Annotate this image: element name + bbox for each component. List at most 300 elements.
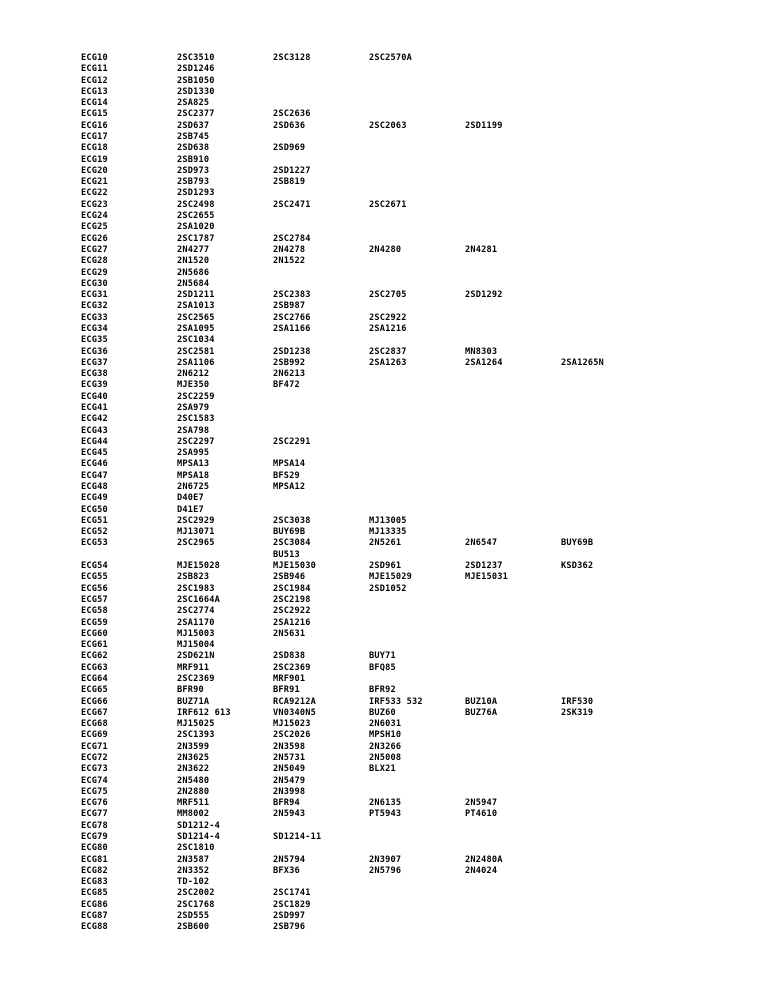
equivalent-part-number: 2SD637 (177, 120, 210, 131)
equivalent-part-number: BFX36 (273, 865, 300, 876)
equivalent-part-number: 2SC2636 (273, 109, 311, 120)
equivalent-part-number: 2SC2002 (177, 888, 215, 899)
equivalent-part-number: 2N4278 (273, 244, 306, 255)
equivalent-part-number: 2N6031 (369, 719, 402, 730)
table-row (0, 842, 765, 854)
equivalent-part-number: 2N5794 (273, 854, 306, 865)
ecg-part-number: ECG39 (81, 380, 108, 391)
equivalent-part-number: 2SC2655 (177, 211, 215, 222)
equivalent-part-number: 2SD973 (177, 165, 210, 176)
ecg-part-number: ECG72 (81, 752, 108, 763)
equivalent-part-number: 2SC2671 (369, 199, 407, 210)
ecg-part-number: ECG66 (81, 696, 108, 707)
table-row (0, 921, 765, 933)
equivalent-part-number: 2N4281 (465, 244, 498, 255)
table-row (0, 526, 765, 538)
equivalent-part-number: 2SB946 (273, 572, 306, 583)
equivalent-part-number: MN8303 (465, 346, 498, 357)
equivalent-part-number: 2SC1034 (177, 335, 215, 346)
table-row (0, 312, 765, 324)
table-row (0, 199, 765, 211)
equivalent-part-number: 2SC3084 (273, 538, 311, 549)
equivalent-part-number: KSD362 (561, 561, 594, 572)
table-row (0, 481, 765, 493)
equivalent-part-number: 2SB600 (177, 922, 210, 933)
table-row (0, 379, 765, 391)
ecg-part-number: ECG15 (81, 109, 108, 120)
ecg-part-number: ECG61 (81, 640, 108, 651)
equivalent-part-number: 2SC2377 (177, 109, 215, 120)
table-row (0, 210, 765, 222)
equivalent-part-number: RCA9212A (273, 696, 316, 707)
equivalent-part-number: 2SD1238 (273, 346, 311, 357)
equivalent-part-number: MPSH10 (369, 730, 402, 741)
table-row (0, 142, 765, 154)
equivalent-part-number: 2SA1216 (369, 323, 407, 334)
table-row (0, 425, 765, 437)
equivalent-part-number: 2N5261 (369, 538, 402, 549)
ecg-part-number: ECG13 (81, 86, 108, 97)
equivalent-part-number: 2N3599 (177, 741, 210, 752)
equivalent-part-number: IRF530 (561, 696, 594, 707)
ecg-part-number: ECG40 (81, 391, 108, 402)
ecg-part-number: ECG55 (81, 572, 108, 583)
ecg-part-number: ECG42 (81, 414, 108, 425)
ecg-part-number: ECG88 (81, 922, 108, 933)
table-row (0, 402, 765, 414)
ecg-part-number: ECG67 (81, 707, 108, 718)
ecg-part-number: ECG54 (81, 561, 108, 572)
ecg-part-number: ECG64 (81, 673, 108, 684)
ecg-part-number: ECG52 (81, 527, 108, 538)
equivalent-part-number: 2SD1052 (369, 583, 407, 594)
equivalent-part-number: 2SA798 (177, 425, 210, 436)
ecg-part-number: ECG47 (81, 470, 108, 481)
equivalent-part-number: MRF511 (177, 798, 210, 809)
equivalent-part-number: 2SC1741 (273, 888, 311, 899)
equivalent-part-number: 2N2880 (177, 786, 210, 797)
table-row (0, 504, 765, 516)
equivalent-part-number: BF472 (273, 380, 300, 391)
ecg-part-number: ECG24 (81, 211, 108, 222)
equivalent-part-number: BUZ60 (369, 707, 396, 718)
table-row (0, 583, 765, 595)
equivalent-part-number: 2N5731 (273, 752, 306, 763)
equivalent-part-number: 2SB910 (177, 154, 210, 165)
ecg-part-number: ECG68 (81, 719, 108, 730)
equivalent-part-number: 2N1520 (177, 256, 210, 267)
table-row (0, 876, 765, 888)
equivalent-part-number: 2SC3510 (177, 53, 215, 63)
ecg-part-number: ECG26 (81, 233, 108, 244)
equivalent-part-number: 2N1522 (273, 256, 306, 267)
ecg-part-number: ECG43 (81, 425, 108, 436)
equivalent-part-number: MJ15003 (177, 628, 215, 639)
equivalent-part-number: 2N4280 (369, 244, 402, 255)
equivalent-part-number: 2SC2369 (177, 673, 215, 684)
table-row (0, 537, 765, 549)
table-row (0, 187, 765, 199)
equivalent-part-number: 2N6213 (273, 369, 306, 380)
equivalent-part-number: 2N3587 (177, 854, 210, 865)
equivalent-part-number: 2N5796 (369, 865, 402, 876)
equivalent-part-number: 2N3266 (369, 741, 402, 752)
equivalent-part-number: 2SC2705 (369, 290, 407, 301)
equivalent-part-number: MJE15028 (177, 561, 220, 572)
equivalent-part-number: MJE15030 (273, 561, 316, 572)
equivalent-part-number: 2SA995 (177, 448, 210, 459)
equivalent-part-number: 2SC1810 (177, 843, 215, 854)
ecg-part-number: ECG79 (81, 832, 108, 842)
equivalent-part-number: BUY71 (369, 651, 396, 662)
table-row (0, 63, 765, 75)
equivalent-part-number: MJE15031 (465, 572, 508, 583)
ecg-part-number: ECG11 (81, 64, 108, 75)
equivalent-part-number: 2SC2297 (177, 436, 215, 447)
ecg-part-number: ECG87 (81, 911, 108, 922)
equivalent-part-number: 2SD1211 (177, 290, 215, 301)
equivalent-part-number: D41E7 (177, 504, 204, 515)
table-row (0, 300, 765, 312)
ecg-part-number: ECG56 (81, 583, 108, 594)
equivalent-part-number: 2SD636 (273, 120, 306, 131)
ecg-part-number: ECG69 (81, 730, 108, 741)
equivalent-part-number: 2SA1166 (273, 323, 311, 334)
ecg-part-number: ECG33 (81, 312, 108, 323)
ecg-part-number: ECG58 (81, 606, 108, 617)
ecg-part-number: ECG57 (81, 594, 108, 605)
equivalent-part-number: 2SC2369 (273, 662, 311, 673)
equivalent-part-number: MJE350 (177, 380, 210, 391)
table-row (0, 820, 765, 832)
table-row (0, 492, 765, 504)
equivalent-part-number: PT4610 (465, 809, 498, 820)
ecg-part-number: ECG25 (81, 222, 108, 233)
equivalent-part-number: 2N5631 (273, 628, 306, 639)
table-row (0, 684, 765, 696)
table-row (0, 515, 765, 527)
equivalent-part-number: MJ13071 (177, 527, 215, 538)
ecg-part-number: ECG38 (81, 369, 108, 380)
table-row (0, 357, 765, 369)
equivalent-part-number: SD1214-11 (273, 832, 322, 842)
equivalent-part-number: BU513 (273, 549, 300, 560)
equivalent-part-number: 2N4277 (177, 244, 210, 255)
ecg-part-number: ECG49 (81, 493, 108, 504)
ecg-part-number: ECG21 (81, 177, 108, 188)
equivalent-part-number: 2N2480A (465, 854, 503, 865)
equivalent-part-number: 2SD638 (177, 143, 210, 154)
equivalent-part-number: 2SD1292 (465, 290, 503, 301)
ecg-part-number: ECG32 (81, 301, 108, 312)
equivalent-part-number: 2SC1787 (177, 233, 215, 244)
equivalent-part-number: 2SC2784 (273, 233, 311, 244)
equivalent-part-number: 2SA979 (177, 402, 210, 413)
equivalent-part-number: 2SA1020 (177, 222, 215, 233)
equivalent-part-number: 2SC2198 (273, 594, 311, 605)
equivalent-part-number: 2N5943 (273, 809, 306, 820)
equivalent-part-number: 2SD1199 (465, 120, 503, 131)
equivalent-part-number: 2SC2259 (177, 391, 215, 402)
table-row (0, 458, 765, 470)
table-row (0, 108, 765, 120)
equivalent-part-number: SD1212-4 (177, 820, 220, 831)
equivalent-part-number: 2N5480 (177, 775, 210, 786)
equivalent-part-number: SD1214-4 (177, 832, 220, 842)
ecg-part-number: ECG80 (81, 843, 108, 854)
ecg-part-number: ECG27 (81, 244, 108, 255)
equivalent-part-number: 2SB819 (273, 177, 306, 188)
equivalent-part-number: 2N6135 (369, 798, 402, 809)
table-row (0, 289, 765, 301)
equivalent-part-number: 2SD1246 (177, 64, 215, 75)
table-row (0, 752, 765, 764)
equivalent-part-number: 2SD621N (177, 651, 215, 662)
ecg-part-number: ECG85 (81, 888, 108, 899)
table-row (0, 707, 765, 719)
equivalent-part-number: 2SC3128 (273, 53, 311, 63)
table-row (0, 52, 765, 64)
equivalent-part-number: 2N5479 (273, 775, 306, 786)
equivalent-part-number: IRF612 613 (177, 707, 231, 718)
equivalent-part-number: 2SD1227 (273, 165, 311, 176)
equivalent-part-number: 2SC2766 (273, 312, 311, 323)
equivalent-part-number: BUY69B (273, 527, 306, 538)
equivalent-part-number: MPSA13 (177, 459, 210, 470)
table-row (0, 673, 765, 685)
ecg-part-number: ECG30 (81, 278, 108, 289)
equivalent-part-number: BFR92 (369, 685, 396, 696)
equivalent-part-number: 2SC2929 (177, 515, 215, 526)
table-row (0, 86, 765, 98)
equivalent-part-number: 2SB823 (177, 572, 210, 583)
equivalent-part-number: MPSA12 (273, 482, 306, 493)
equivalent-part-number: BFR94 (273, 798, 300, 809)
equivalent-part-number: MRF901 (273, 673, 306, 684)
equivalent-part-number: 2SC2026 (273, 730, 311, 741)
equivalent-part-number: 2SA1265N (561, 357, 604, 368)
equivalent-part-number: 2SD1293 (177, 188, 215, 199)
equivalent-part-number: 2SD1330 (177, 86, 215, 97)
ecg-part-number: ECG19 (81, 154, 108, 165)
equivalent-part-number: 2SB1050 (177, 75, 215, 86)
ecg-part-number: ECG73 (81, 764, 108, 775)
ecg-part-number: ECG82 (81, 865, 108, 876)
equivalent-part-number: BFR90 (177, 685, 204, 696)
equivalent-part-number: 2SC2383 (273, 290, 311, 301)
ecg-part-number: ECG81 (81, 854, 108, 865)
equivalent-part-number: 2SC2922 (273, 606, 311, 617)
equivalent-part-number: 2N5947 (465, 798, 498, 809)
equivalent-part-number: 2SC1664A (177, 594, 220, 605)
equivalent-part-number: 2SC3038 (273, 515, 311, 526)
equivalent-part-number: 2SC2498 (177, 199, 215, 210)
table-row (0, 447, 765, 459)
equivalent-part-number: MJ15023 (273, 719, 311, 730)
ecg-part-number: ECG18 (81, 143, 108, 154)
equivalent-part-number: 2N3622 (177, 764, 210, 775)
table-row (0, 650, 765, 662)
equivalent-part-number: 2SC1983 (177, 583, 215, 594)
table-row (0, 413, 765, 425)
equivalent-part-number: D40E7 (177, 493, 204, 504)
ecg-part-number: ECG53 (81, 538, 108, 549)
equivalent-part-number: 2SD969 (273, 143, 306, 154)
ecg-part-number: ECG29 (81, 267, 108, 278)
table-row (0, 763, 765, 775)
ecg-part-number: ECG22 (81, 188, 108, 199)
table-row (0, 346, 765, 358)
table-row (0, 334, 765, 346)
equivalent-part-number: 2SC2570A (369, 53, 412, 63)
equivalent-part-number: 2N3598 (273, 741, 306, 752)
ecg-part-number: ECG65 (81, 685, 108, 696)
ecg-part-number: ECG35 (81, 335, 108, 346)
equivalent-part-number: 2N6547 (465, 538, 498, 549)
equivalent-part-number: 2N5049 (273, 764, 306, 775)
table-row (0, 154, 765, 166)
table-row (0, 605, 765, 617)
equivalent-part-number: 2SA1263 (369, 357, 407, 368)
ecg-part-number: ECG62 (81, 651, 108, 662)
ecg-part-number: ECG37 (81, 357, 108, 368)
table-row (0, 120, 765, 132)
equivalent-part-number: 2N3998 (273, 786, 306, 797)
table-row (0, 131, 765, 143)
equivalent-part-number: MJ13335 (369, 527, 407, 538)
equivalent-part-number: 2SC2774 (177, 606, 215, 617)
equivalent-part-number: 2N5684 (177, 278, 210, 289)
ecg-part-number: ECG14 (81, 98, 108, 109)
table-row (0, 831, 765, 843)
equivalent-part-number: BLX21 (369, 764, 396, 775)
equivalent-part-number: TD-102 (177, 877, 210, 888)
table-row (0, 628, 765, 640)
table-row (0, 549, 765, 561)
ecg-part-number: ECG31 (81, 290, 108, 301)
equivalent-part-number: IRF533 532 (369, 696, 423, 707)
table-row (0, 267, 765, 279)
table-row (0, 729, 765, 741)
equivalent-part-number: BFQ85 (369, 662, 396, 673)
equivalent-part-number: BUZ71A (177, 696, 210, 707)
equivalent-part-number: 2N4024 (465, 865, 498, 876)
equivalent-part-number: 2SC2291 (273, 436, 311, 447)
equivalent-part-number: 2SC2965 (177, 538, 215, 549)
equivalent-part-number: 2SC2565 (177, 312, 215, 323)
table-row (0, 436, 765, 448)
equivalent-part-number: 2SC2581 (177, 346, 215, 357)
equivalent-part-number: 2SB745 (177, 132, 210, 143)
ecg-part-number: ECG63 (81, 662, 108, 673)
ecg-part-number: ECG50 (81, 504, 108, 515)
equivalent-part-number: BUZ76A (465, 707, 498, 718)
equivalent-part-number: 2N5686 (177, 267, 210, 278)
equivalent-part-number: 2SB793 (177, 177, 210, 188)
table-row (0, 899, 765, 911)
equivalent-part-number: 2SA1106 (177, 357, 215, 368)
equivalent-part-number: 2N6725 (177, 482, 210, 493)
equivalent-part-number: 2SD1237 (465, 561, 503, 572)
equivalent-part-number: 2SD555 (177, 911, 210, 922)
ecg-part-number: ECG34 (81, 323, 108, 334)
ecg-part-number: ECG28 (81, 256, 108, 267)
table-row (0, 75, 765, 87)
ecg-part-number: ECG60 (81, 628, 108, 639)
equivalent-part-number: MJE15029 (369, 572, 412, 583)
table-row (0, 854, 765, 866)
equivalent-part-number: 2SA1216 (273, 617, 311, 628)
table-row (0, 571, 765, 583)
equivalent-part-number: 2SA1013 (177, 301, 215, 312)
equivalent-part-number: 2SC2063 (369, 120, 407, 131)
equivalent-part-number: 2SA825 (177, 98, 210, 109)
ecg-part-number: ECG45 (81, 448, 108, 459)
table-row (0, 165, 765, 177)
ecg-part-number: ECG59 (81, 617, 108, 628)
equivalent-part-number: 2SA1170 (177, 617, 215, 628)
equivalent-part-number: 2SC2922 (369, 312, 407, 323)
ecg-part-number: ECG20 (81, 165, 108, 176)
equivalent-part-number: 2SB987 (273, 301, 306, 312)
equivalent-part-number: 2N3352 (177, 865, 210, 876)
equivalent-part-number: MPSA18 (177, 470, 210, 481)
ecg-part-number: ECG36 (81, 346, 108, 357)
table-row (0, 617, 765, 629)
ecg-part-number: ECG44 (81, 436, 108, 447)
table-row (0, 470, 765, 482)
equivalent-part-number: MM8002 (177, 809, 210, 820)
table-row (0, 233, 765, 245)
equivalent-part-number: MRF911 (177, 662, 210, 673)
ecg-part-number: ECG16 (81, 120, 108, 131)
equivalent-part-number: 2SC1583 (177, 414, 215, 425)
ecg-part-number: ECG48 (81, 482, 108, 493)
ecg-part-number: ECG74 (81, 775, 108, 786)
equivalent-part-number: 2SC1768 (177, 899, 215, 910)
table-row (0, 368, 765, 380)
table-row (0, 221, 765, 233)
equivalent-part-number: 2N3907 (369, 854, 402, 865)
ecg-part-number: ECG17 (81, 132, 108, 143)
equivalent-part-number: MPSA14 (273, 459, 306, 470)
table-row (0, 662, 765, 674)
table-row (0, 696, 765, 708)
table-row (0, 865, 765, 877)
table-row (0, 741, 765, 753)
table-row (0, 786, 765, 798)
table-row (0, 323, 765, 335)
ecg-part-number: ECG46 (81, 459, 108, 470)
ecg-part-number: ECG12 (81, 75, 108, 86)
equivalent-part-number: BUY69B (561, 538, 594, 549)
equivalent-part-number: 2SC2837 (369, 346, 407, 357)
table-row (0, 639, 765, 651)
equivalent-part-number: 2N6212 (177, 369, 210, 380)
table-row (0, 775, 765, 787)
table-row (0, 244, 765, 256)
equivalent-part-number: 2SD838 (273, 651, 306, 662)
equivalent-part-number: PT5943 (369, 809, 402, 820)
table-row (0, 278, 765, 290)
table-row (0, 560, 765, 572)
table-row (0, 97, 765, 109)
table-row (0, 255, 765, 267)
table-row (0, 594, 765, 606)
equivalent-part-number: BFR91 (273, 685, 300, 696)
ecg-part-number: ECG23 (81, 199, 108, 210)
table-row (0, 808, 765, 820)
